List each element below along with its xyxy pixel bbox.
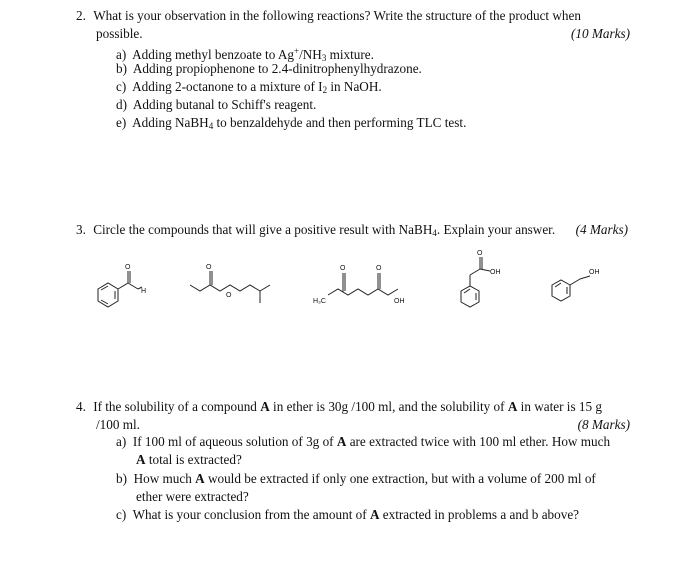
structure-4-acid [461,250,501,307]
q3-marks: (4 Marks) [575,222,628,237]
q2-item-a: a) Adding methyl benzoate to $Ag^+/NH_3$ mixture. [116,46,374,63]
structure-5-alcohol [552,269,600,301]
s1-h-label: H [141,288,147,295]
q3-number: 3. [76,222,86,237]
q2-item-d: d) Adding butanal to Schiff's reagent. [116,97,317,112]
s3-o1-label: O [340,265,346,272]
structure-3-keto-acid [313,265,405,305]
q3-structures [0,245,700,325]
s1-o-label: O [125,264,131,271]
q4-item-a-line1: a) If 100 ml of aqueous solution of 3g of A are extracted twice with 100 ml ether. How much [116,434,611,449]
s2-o1-label: O [206,264,212,271]
structure-1-benzaldehyde [98,264,146,307]
q4-text-line2: /100 ml. [96,417,140,432]
q2-line-1 [76,8,581,24]
q2-marks: (10 Marks) [571,26,630,41]
q4-item-b-line1: b) How much A would be extracted if only one extraction, but with a volume of 200 ml of [116,471,596,486]
s2-o2-label: O [226,292,232,299]
q2-item-c: c) Adding 2-octanone to a mixture of $I_2$ in NaOH. [116,79,382,95]
q2-text-line2: possible. [96,26,143,41]
s3-h3c-label: H₃C [313,298,326,305]
q2-item-b: b) Adding propiophenone to 2.4-dinitrophenylhydrazone. [116,61,422,76]
q4-item-b-line2: ether were extracted? [136,489,249,504]
s3-oh-label: OH [394,298,405,305]
q4-item-a-line2: A total is extracted? [136,452,242,467]
q3-line: 3. Circle the compounds that will give a positive result with NaBH$_4$. Explain your answer. [76,222,556,238]
q2-text-line1: What is your observation in the following reactions? Write the structure of the product when [93,8,581,23]
q4-number: 4. [76,399,86,414]
q4-marks: (8 Marks) [577,417,630,432]
s3-o2-label: O [376,265,382,272]
structure-2-ester [190,264,270,303]
q2-number: 2. [76,8,86,23]
q4-item-c: c) What is your conclusion from the amount of A extracted in problems a and b above? [116,507,580,522]
s4-o-label: O [477,250,483,257]
s4-oh-label: OH [490,269,501,276]
q2-item-e: e) Adding NaBH$_4$ to benzaldehyde and then performing TLC test. [116,115,467,131]
q4-line-1: 4. If the solubility of a compound A in ether is 30g /100 ml, and the solubility of A in water is 15 g [76,399,602,414]
s5-oh-label: OH [589,269,600,276]
